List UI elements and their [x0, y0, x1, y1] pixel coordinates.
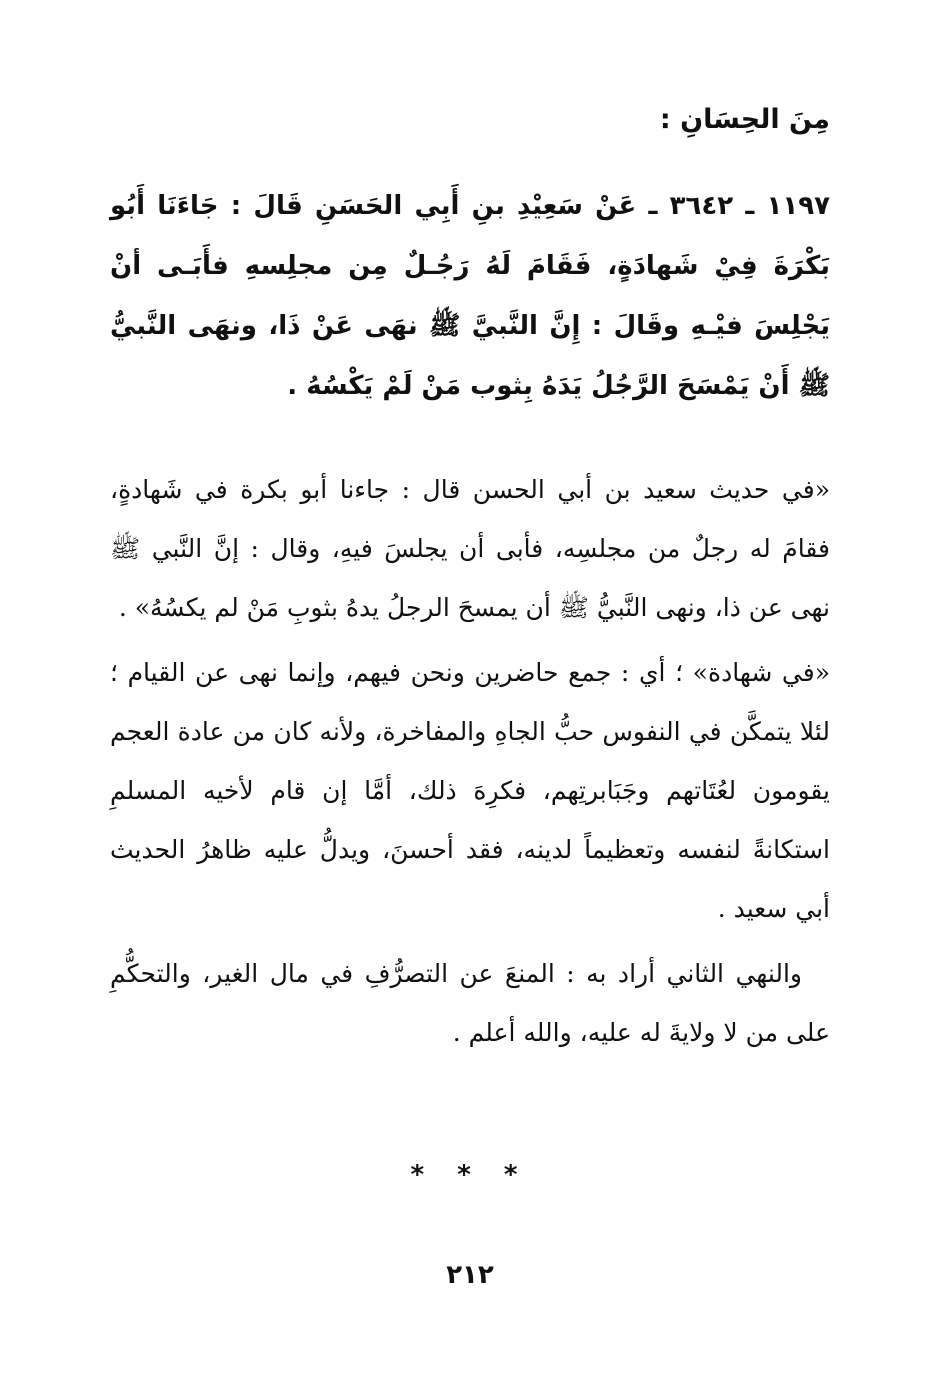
hadith-text: ١١٩٧ ـ ٣٦٤٢ ـ عَنْ سَعِيْدِ بنِ أَبِي الحَسَنِ قَالَ : جَاءَنَا أَبُو بَكْرَةَ فِيْ شَهادَةٍ، فَقَامَ لَهُ رَجُـلٌ مِن مجلِسهِ فأَبَـى أنْ يَجْلِسَ فيْـهِ وقَالَ : إِنَّ النَّبيَّ ﷺ نهَى عَنْ ذَا، ونهَى النَّبيُّ ﷺ أَنْ يَمْسَحَ الرَّجُلُ يَدَهُ بِثوب مَنْ لَمْ يَكْسُهُ .: [110, 191, 830, 401]
commentary-paragraph-3: والنهي الثاني أراد به : المنعَ عن التصرُّفِ في مال الغير، والتحكُّمِ على من لا ولايةَ له عليه، والله أعلم .: [110, 959, 830, 1047]
commentary-paragraph-1: «في حديث سعيد بن أبي الحسن قال : جاءنا أبو بكرة في شَهادةٍ، فقامَ له رجلٌ من مجلسِه، فأبى أن يجلسَ فيهِ، وقال : إنَّ النَّبي ﷺ نهى عن ذا، ونهى النَّبيُّ ﷺ أن يمسحَ الرجلُ يدهُ بثوبِ مَنْ لم يكسُهُ» .: [110, 475, 830, 622]
commentary-paragraph-2: «في شهادة» ؛ أي : جمع حاضرين ونحن فيهم، وإنما نهى عن القيام ؛ لئلا يتمكَّن في النفوس حبُّ الجاهِ والمفاخرة، ولأنه كان من عادة العجم يقومون لعُتَاتهم وجَبَابرتِهم، فكرِهَ ذلك، أمَّا إن قام لأخيه المسلمِ استكانةً لنفسه وتعظيماً لدينه، فقد أحسنَ، ويدلُّ عليه ظاهرُ الحديث أبي سعيد .: [110, 658, 830, 923]
page-number: ٢١٢: [446, 1260, 494, 1290]
page-body: [110, 90, 830, 1068]
section-title: مِنَ الحِسَانِ :: [659, 104, 830, 135]
section-separator: * * *: [410, 1160, 530, 1190]
